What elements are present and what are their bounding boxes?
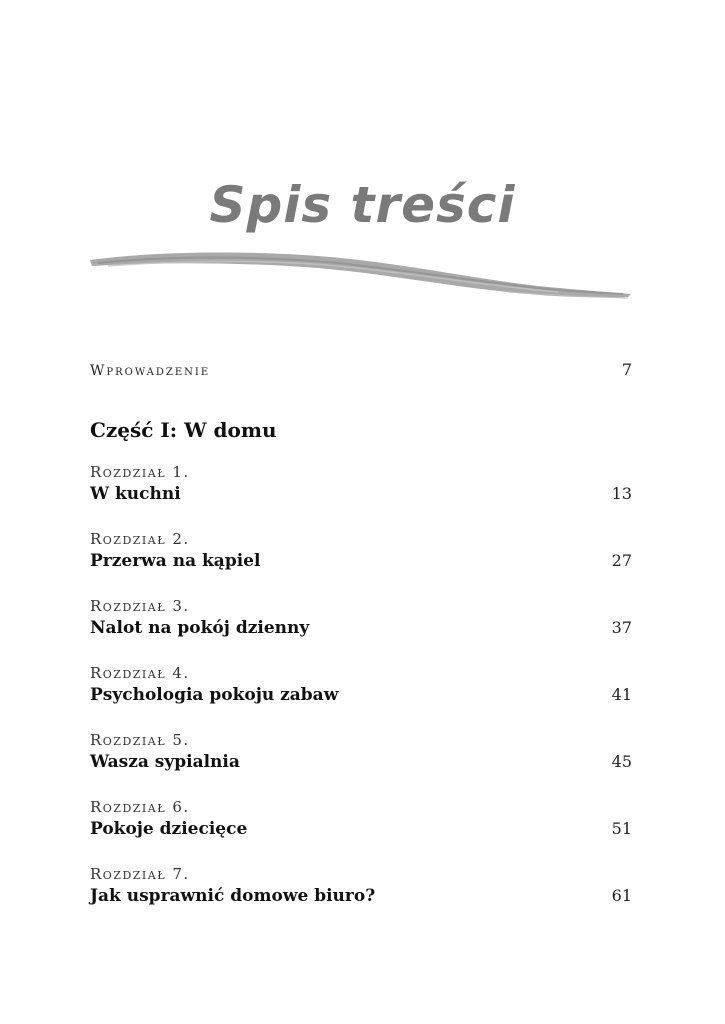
chapter-page-number: 41 [611, 685, 632, 704]
intro-label: Wprowadzenie [90, 363, 211, 379]
intro-page-number: 7 [621, 360, 632, 379]
chapter-page-number: 61 [611, 886, 632, 905]
toc-chapter-entry[interactable] [90, 458, 632, 525]
chapter-number: Rozdział 2. [90, 530, 190, 548]
chapter-page-number: 51 [611, 819, 632, 838]
chapter-number: Rozdział 3. [90, 597, 190, 615]
chapter-title: Nalot na pokój dzienny [90, 618, 310, 638]
page-title: Spis treści [209, 176, 516, 234]
chapter-title: Jak usprawnić domowe biuro? [90, 886, 376, 906]
toc-chapter-entry[interactable] [90, 659, 632, 726]
table-of-contents [90, 360, 632, 927]
chapter-number: Rozdział 5. [90, 731, 190, 749]
toc-chapter-entry[interactable] [90, 860, 632, 927]
chapter-title: W kuchni [90, 484, 181, 504]
chapter-page-number: 13 [611, 484, 632, 503]
chapter-title: Wasza sypialnia [90, 752, 240, 772]
chapter-number: Rozdział 4. [90, 664, 190, 682]
chapter-page-number: 37 [611, 618, 632, 637]
chapter-number: Rozdział 1. [90, 463, 190, 481]
toc-intro-entry[interactable] [90, 360, 632, 390]
chapter-title: Przerwa na kąpiel [90, 551, 261, 571]
chapter-number: Rozdział 7. [90, 865, 190, 883]
chapter-page-number: 45 [611, 752, 632, 771]
chapter-page-number: 27 [611, 551, 632, 570]
toc-chapter-entry[interactable] [90, 726, 632, 793]
toc-chapter-entry[interactable] [90, 592, 632, 659]
brush-stroke-divider [88, 248, 633, 306]
toc-chapter-entry[interactable] [90, 525, 632, 592]
chapter-title: Psychologia pokoju zabaw [90, 685, 339, 705]
chapter-title: Pokoje dziecięce [90, 819, 248, 839]
toc-chapter-entry[interactable] [90, 793, 632, 860]
part-title: Część I: W domu [90, 418, 277, 442]
chapter-number: Rozdział 6. [90, 798, 190, 816]
